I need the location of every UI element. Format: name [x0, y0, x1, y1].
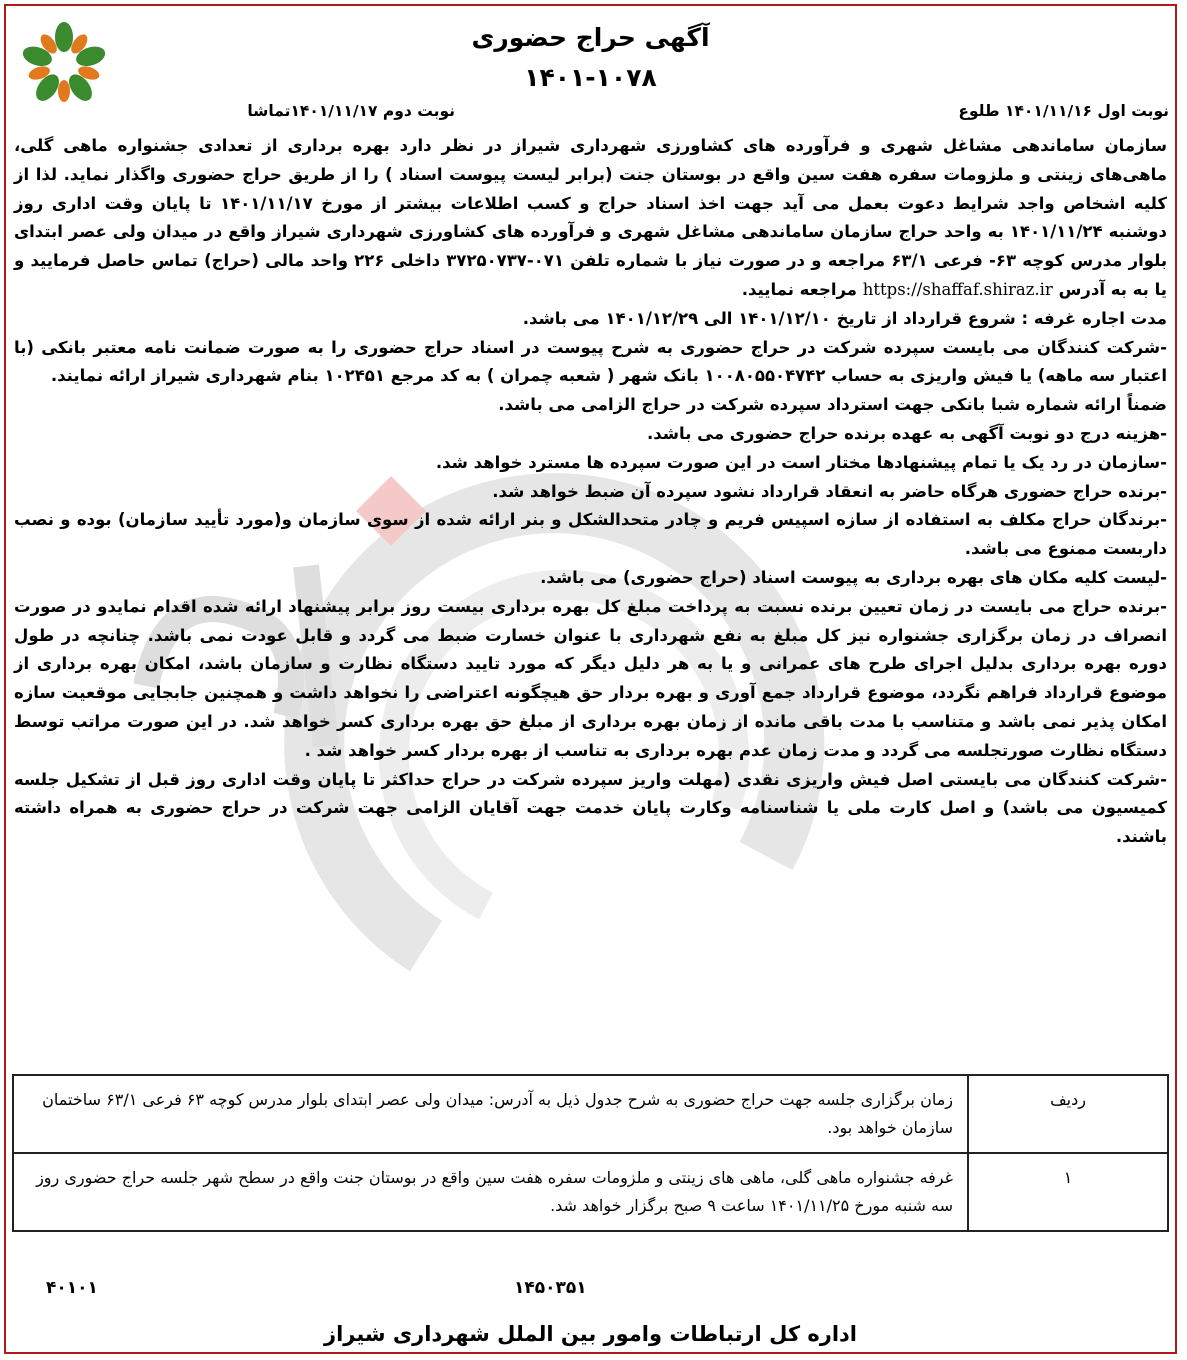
forfeit-clause: -برنده حراج حضوری هرگاه حاضر به انعقاد قرارداد نشود سپرده آن ضبط خواهد شد. [492, 481, 1167, 501]
issuer-name: اداره کل ارتباطات وامور بین الملل شهرداری شیراز [324, 1322, 857, 1346]
structure-clause: -برندگان حراج مکلف به استفاده از سازه اسپیس فریم و چادر متحدالشکل و بنر ارائه شده از سوی سازمان و(مورد تأیید سازمان) بوده و نصب داربست ممنوع می باشد. [14, 510, 1167, 559]
sheba-clause: ضمناً ارائه شماره شبا بانکی جهت استرداد سپرده شرکت در حراج الزامی می باشد. [498, 395, 1167, 415]
notice-number: ۱۴۰۱-۱۰۷۸ [524, 63, 657, 92]
page-title: آگهی حراج حضوری [471, 23, 710, 52]
row-number: ۱ [968, 1153, 1168, 1231]
second-publication: نوبت دوم ۱۴۰۱/۱۱/۱۷تماشا [247, 102, 455, 120]
website-link[interactable]: https://shaffaf.shiraz.ir [862, 279, 1053, 299]
footer-codes [6, 1278, 1175, 1302]
table-header-row [13, 1075, 1168, 1153]
shiraz-municipality-logo [18, 22, 110, 108]
notice-page [4, 4, 1177, 1354]
code-center: ۱۴۵۰۳۵۱ [514, 1278, 587, 1298]
deposit-clause: -شرکت کنندگان می بایست سپرده شرکت در حراج حضوری به شرح پیوست در اسناد حراج حضوری را به صورت ضمانت نامه معتبر بانکی (با اعتبار سه ماهه) یا فیش واریزی به حساب ۱۰۰۸۰۵۵۰۴۷۴۲ بانک شهر ( شعبه چمران ) به کد مرجع ۱۰۲۴۵۱ بنام شهرداری شیراز ارائه نمایند. [14, 337, 1167, 386]
publication-dates [6, 102, 1175, 128]
table-row [13, 1153, 1168, 1231]
lease-period: مدت اجاره غرفه : شروع قرارداد از تاریخ ۱۴۰۱/۱۲/۱۰ الی ۱۴۰۱/۱۲/۲۹ می باشد. [522, 308, 1167, 328]
rejection-clause: -سازمان در رد یک یا تمام پیشنهادها مختار است در این صورت سپرده ها مسترد خواهد شد. [435, 452, 1167, 472]
first-publication: نوبت اول ۱۴۰۱/۱۱/۱۶ طلوع [958, 102, 1169, 120]
locations-clause: -لیست کلیه مکان های بهره برداری به پیوست اسناد (حراج حضوری) می باشد. [540, 567, 1167, 587]
documents-clause: -شرکت کنندگان می بایستی اصل فیش واریزی نقدی (مهلت واریز سپرده شرکت در حراج حداکثر تا پایان وقت اداری روز قبل از تشکیل جلسه کمیسیون می باشد) و اصل کارت ملی یا شناسنامه وکارت پایان خدمت جهت آقایان الزامی جهت شرکت در حراج حضوری به همراه داشته باشند. [14, 769, 1167, 847]
code-left: ۴۰۱۰۱ [46, 1278, 98, 1298]
schedule-header-text: زمان برگزاری جلسه جهت حراج حضوری به شرح جدول ذیل به آدرس: میدان ولی عصر ابتدای بلوار مدرس کوچه ۶۳ فرعی ۶۳/۱ ساختمان سازمان خواهد بود. [13, 1075, 968, 1153]
row-description: غرفه جشنواره ماهی گلی، ماهی های زینتی و ملزومات سفره هفت سین واقع در بوستان جنت واقع در سطح شهر جلسه حراج حضوری روز سه شنبه مورخ ۱۴۰۱/۱۱/۲۵ ساعت ۹ صبح برگزار خواهد شد. [13, 1153, 968, 1231]
intro-paragraph: سازمان ساماندهی مشاغل شهری و فرآورده های کشاورزی شهرداری شیراز در نظر دارد بهره برداری از تعدادی جشنواره ماهی گلی، ماهی‌های زینتی و ملزومات سفره هفت سین واقع در بوستان جنت (برابر لیست پیوست اسناد ) را از طریق حراج حضوری واگذار نماید. لذا از کلیه اشخاص واجد شرایط دعوت بعمل می آید جهت اخذ اسناد حراج و کسب اطلاعات بیشتر از مورخ ۱۴۰۱/۱۱/۱۷ تا پایان وقت اداری روز دوشنبه ۱۴۰۱/۱۱/۲۴ به واحد حراج سازمان ساماندهی مشاغل شهری و فرآورده های کشاورزی شهرداری شیراز واقع در میدان ولی عصر ابتدای بلوار مدرس کوچه ۶۳- فرعی ۶۳/۱ مراجعه و در صورت نیاز با شماره تلفن ۰۷۱-۳۷۲۵۰۷۳۷ داخلی ۲۲۶ واحد مالی (حراج) تماس حاصل فرمایید و یا به به آدرس https://shaffaf.shiraz.ir مراجعه نمایید. [14, 136, 1168, 299]
row-number-header: ردیف [968, 1075, 1168, 1153]
payment-clause: -برنده حراج می بایست در زمان تعیین برنده نسبت به پرداخت مبلغ کل بهره برداری بیست روز برابر پیشنهاد ارائه شده اقدام نمایدو در صورت انصراف در زمان برگزاری جشنواره نیز کل مبلغ به نفع شهرداری با عنوان خسارت ضبط می گردد و قابل عودت نمی باشد. چنانچه در طول دوره بهره برداری بدلیل اجرای طرح های عمرانی و یا به هر دلیل دیگر که مورد تایید دستگاه نظارت و سازمان باشد، امکان بهره برداری از موضوع قرارداد فراهم نگردد، موضوع قرارداد جمع آوری و بهره بردار حق هیچگونه اعتراضی را نخواهد داشت و همچنین جابجایی موقعیت سازه امکان پذیر نمی باشد و متناسب با مدت باقی مانده از زمان بهره برداری از مبلغ حق بهره برداری کسر خواهد شد. در این صورت مراتب توسط دستگاه نظارت صورتجلسه می گردد و مدت زمان عدم بهره برداری به تناسب از بهره بردار کسر خواهد شد . [14, 596, 1167, 760]
ad-cost-clause: -هزینه درج دو نوبت آگهی به عهده برنده حراج حضوری می باشد. [646, 423, 1167, 443]
notice-body [14, 132, 1167, 852]
schedule-table [12, 1074, 1169, 1232]
